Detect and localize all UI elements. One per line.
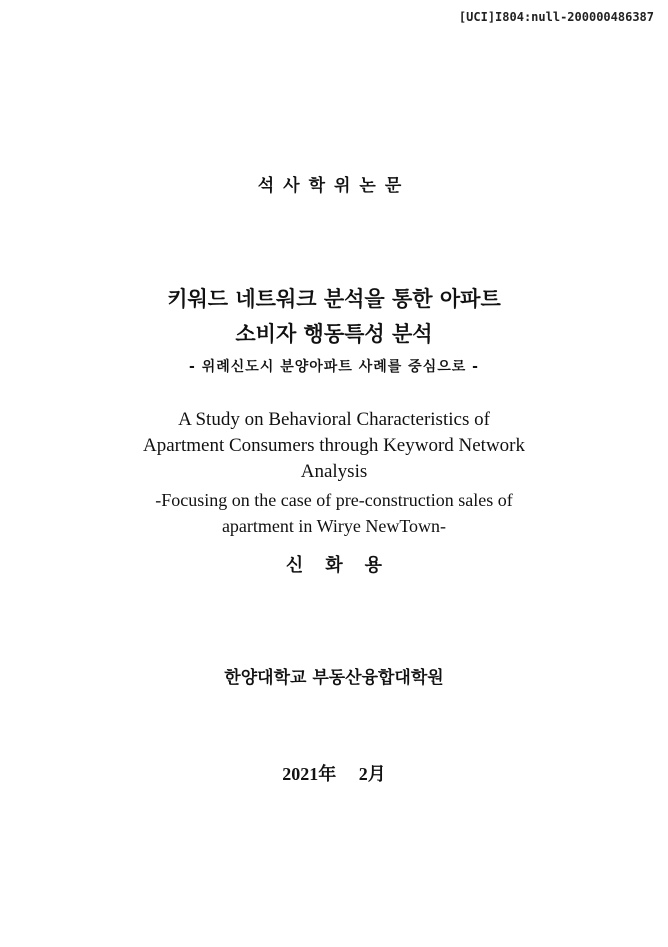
english-title-line-1: A Study on Behavioral Characteristics of	[178, 409, 490, 430]
korean-title-line-2: 소비자 행동특성 분석	[235, 322, 433, 346]
english-title-line-3: Analysis	[300, 461, 368, 482]
korean-title-line-1: 키워드 네트워크 분석을 통한 아파트	[167, 287, 501, 311]
uci-identifier: [UCI]I804:null-200000486387	[458, 10, 654, 24]
english-subtitle-line-1: -Focusing on the case of pre-construction sales of	[155, 490, 513, 510]
english-subtitle-line-2: apartment in Wirye NewTown-	[221, 516, 447, 536]
author-name: 신화용	[285, 555, 405, 576]
english-title-line-2: Apartment Consumers through Keyword Network	[142, 435, 526, 456]
submission-date: 2021年 2月	[282, 764, 386, 784]
degree-label: 석사학위논문	[257, 176, 411, 196]
korean-subtitle: - 위례신도시 분양아파트 사례를 중심으로 -	[189, 359, 479, 375]
school-name: 한양대학교 부동산융합대학원	[224, 668, 444, 688]
